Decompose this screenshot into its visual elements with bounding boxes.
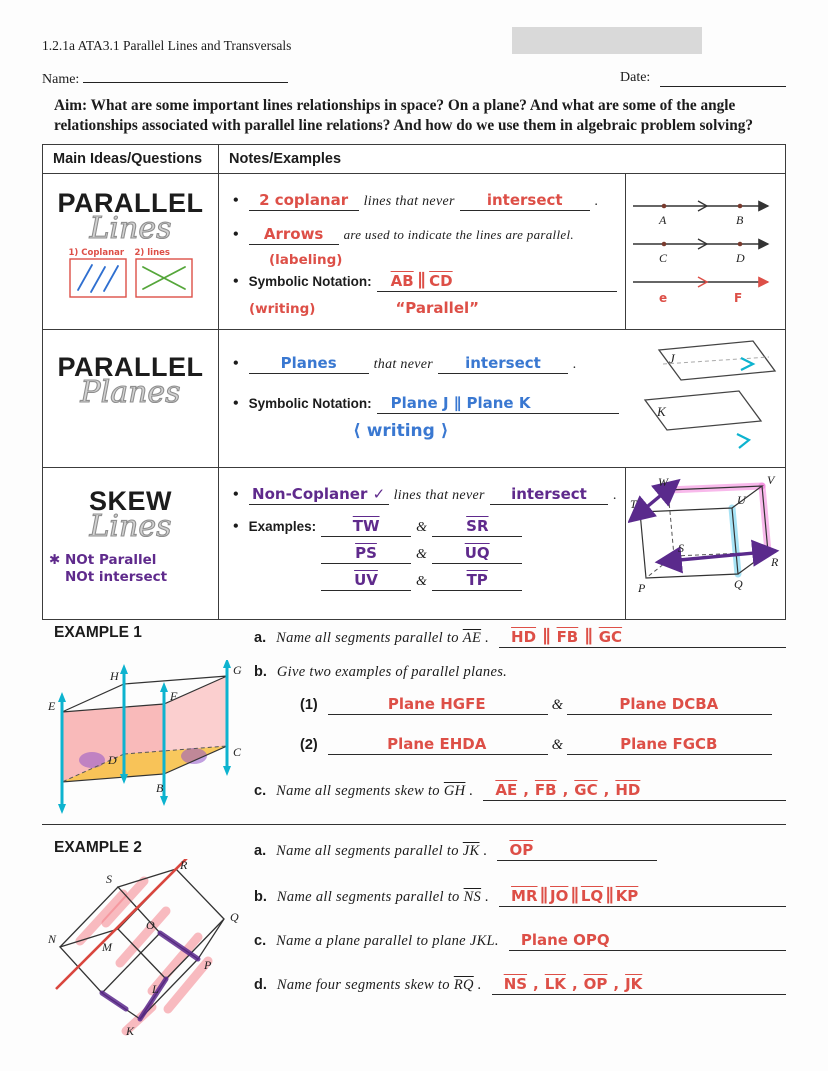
table-header-row	[43, 145, 785, 173]
line-label-D: D	[736, 251, 745, 265]
ex1-question-c	[254, 781, 786, 801]
ex1-qc-label: c.	[254, 783, 267, 799]
comma: ,	[523, 781, 529, 799]
ex2-qa-segment-JK: $\overline{JK}$	[462, 843, 480, 859]
period: .	[572, 357, 577, 372]
labeling-annotation-line	[269, 252, 617, 268]
line-label-C: C	[659, 251, 668, 265]
answer-arrows: • Arrows	[263, 225, 324, 243]
aim-statement: Aim: What are some important lines relationships in space? On a plane? And what are some of the angle relationships associated with parallel line relations? And how do we use them in algebraic problem solving?	[54, 97, 754, 134]
parallel-symbol: ∥	[570, 885, 579, 905]
ex1-answer-pair-2	[300, 735, 786, 755]
blank-planes-intersect	[438, 354, 568, 374]
skew-title: SKEW	[89, 486, 172, 516]
parallel-lines-bullet-3	[233, 270, 617, 292]
ex1-skew-answer-GC: $\overline{GC}$	[574, 781, 598, 799]
ex1-qa-prompt: Name all segments parallel to	[276, 630, 459, 646]
ex1-qc-prompt: Name all segments skew to	[276, 783, 440, 799]
answer-TW: $\overline{TW}$	[352, 517, 380, 535]
fig2-label-M: M	[102, 940, 112, 954]
skew-examples-line-3	[321, 571, 617, 591]
answer-UQ: $\overline{UQ}$	[464, 544, 490, 562]
ex1-question-b	[254, 664, 786, 681]
writing-annotation: (writing)	[249, 301, 316, 317]
date-label: Date:	[620, 70, 651, 85]
ex1-answer-FB: $\overline{FB}$	[556, 628, 579, 646]
symbolic-notation-label: • Symbolic Notation:	[248, 274, 372, 289]
parallel-lines-topic-cell	[43, 174, 219, 329]
planes-writing-annotation: ⟨ writing ⟩	[353, 421, 449, 441]
ex1-pair1-blank-2	[567, 695, 772, 715]
ex2-qc-prompt: Name a plane parallel to plane JKL.	[276, 933, 499, 949]
example1-title: EXAMPLE 1	[54, 624, 142, 641]
ex2-qb-label: b.	[254, 889, 267, 905]
ex2-answer-plane-OPQ: Plane OPQ	[520, 931, 610, 949]
cube-label-R: R	[771, 555, 779, 569]
blank-pair1b	[432, 517, 522, 537]
parallel-lines-title: PARALLEL	[57, 188, 204, 218]
ampersand: &	[416, 547, 428, 562]
period: .	[469, 783, 474, 799]
ex1-skew-answer-FB: $\overline{FB}$	[534, 781, 557, 799]
ex2-skew-answer-OP: $\overline{OP}$	[583, 975, 608, 993]
parallel-planes-script-word: Planes	[80, 375, 181, 410]
ex2-answer-MR: $\overline{MR}$	[511, 887, 538, 905]
col-header-notes: Notes/Examples	[229, 151, 342, 167]
ex1-qa-segment-AE: $\overline{AE}$	[462, 630, 482, 646]
skew-bullet1-text: lines that never	[393, 488, 485, 503]
parallel-lines-mini-diagrams	[49, 248, 212, 303]
name-label: Name:	[42, 72, 80, 87]
blank-pair3b	[432, 571, 522, 591]
ex2-qd-answer-line	[492, 975, 786, 995]
answer-seg-CD: $\overline{CD}$	[429, 272, 453, 290]
ex2-qb-prompt: Name all segments parallel to	[276, 889, 460, 905]
blank-pair2a	[321, 544, 411, 564]
plane-label-K: K	[657, 404, 666, 419]
comma: ,	[571, 975, 578, 993]
course-title: 1.2.1a ATA3.1 Parallel Lines and Transversals	[42, 38, 292, 53]
ex1-question-a	[254, 626, 786, 648]
ex2-question-d	[254, 975, 786, 995]
examples-label: • Examples:	[248, 519, 317, 534]
period: .	[485, 889, 490, 905]
planes-writing-annotation-line	[353, 421, 619, 441]
planes-bullet1-text: that never	[373, 357, 433, 372]
parallel-symbol: ∥	[542, 626, 551, 646]
example1-questions	[254, 626, 786, 801]
cube-label-Q: Q	[734, 577, 743, 591]
row-skew-lines	[43, 467, 785, 619]
name-date-row	[42, 70, 786, 88]
example1-cube	[44, 660, 249, 818]
skew-examples-line-1	[233, 517, 617, 537]
ex2-qc-answer-line	[509, 931, 786, 951]
mini-coplanar	[69, 248, 127, 303]
example2-section	[42, 833, 786, 1065]
fig2-label-L: L	[152, 982, 159, 996]
example2-questions	[254, 841, 786, 995]
ampersand: &	[551, 697, 564, 713]
answer-planes-intersect: intersect	[465, 354, 541, 372]
comma: ,	[613, 975, 620, 993]
comma: ,	[533, 975, 539, 993]
answer-UV: $\overline{UV}$	[354, 571, 378, 589]
parallel-planes-topic-cell	[43, 330, 219, 467]
blank-non-coplanar	[249, 485, 389, 505]
skew-note-not-parallel: ✱ NOt Parallel	[49, 551, 157, 568]
ex2-answer-LQ: $\overline{LQ}$	[580, 887, 604, 905]
fig2-label-N: N	[48, 932, 57, 946]
blank-pair1a	[321, 517, 411, 537]
ex2-qb-answer-line	[499, 885, 786, 907]
ex1-answer-plane-EHDA: Plane EHDA	[387, 735, 487, 753]
cube-label-W: W	[658, 475, 668, 489]
skew-examples-line-2	[321, 544, 617, 564]
bullet1-text: lines that never	[363, 194, 455, 209]
ex1-pair2-number: (2)	[300, 737, 318, 753]
line-label-F: F	[734, 291, 743, 305]
blank-coplanar	[249, 191, 359, 211]
example1-figure	[44, 660, 249, 823]
ex2-answer-OP: $\overline{OP}$	[509, 841, 534, 859]
ex2-qa-answer-line	[497, 841, 657, 861]
answer-skew-intersect: intersect	[511, 485, 587, 503]
date-blank-line	[660, 74, 786, 87]
ex2-skew-answer-NS: $\overline{NS}$	[503, 975, 528, 993]
row-parallel-lines	[43, 173, 785, 329]
fig1-label-E: E	[48, 699, 56, 713]
period: .	[485, 630, 490, 646]
ex1-answer-plane-DCBA: Plane DCBA	[619, 695, 719, 713]
fig2-label-R: R	[180, 859, 188, 872]
parallel-symbol: ∥	[605, 885, 614, 905]
fig2-label-P: P	[204, 958, 212, 972]
ex1-qb-label: b.	[254, 664, 267, 680]
cube-label-T: T	[630, 497, 637, 511]
skew-side-note	[49, 552, 212, 587]
ex1-skew-answer-AE: $\overline{AE}$	[495, 781, 518, 799]
period: .	[594, 194, 599, 209]
parallel-lines-diagram-cell	[625, 174, 785, 329]
ex1-qa-answer-line	[499, 626, 786, 648]
ampersand: &	[551, 737, 564, 753]
period: .	[477, 977, 482, 993]
ex1-qc-answer-line	[483, 781, 786, 801]
parallel-planes-bullet-1	[233, 354, 619, 374]
ex1-answer-HD: $\overline{HD}$	[511, 628, 537, 646]
fig2-label-S: S	[106, 872, 112, 886]
cube-label-U: U	[737, 493, 746, 507]
notes-table	[42, 144, 786, 620]
parallel-symbol: ∥	[539, 885, 549, 905]
bullet2-text: are used to indicate the lines are parallel.	[343, 227, 574, 242]
answer-intersect: intersect	[486, 191, 563, 209]
answer-seg-AB: $\overline{AB}$	[390, 272, 414, 290]
parallel-lines-diagram	[628, 180, 778, 318]
skew-topic-cell	[43, 468, 219, 619]
ex1-pair2-blank-1	[328, 735, 548, 755]
mini-coplanar-label: 1) Coplanar	[68, 247, 125, 258]
parallel-quote: “Parallel”	[395, 299, 480, 317]
fig1-label-C: C	[233, 745, 242, 759]
fig1-label-G: G	[233, 663, 242, 677]
crossing-lines-sketch	[135, 258, 193, 298]
ex1-answer-GC: $\overline{GC}$	[598, 628, 623, 646]
ex2-question-b	[254, 885, 786, 907]
ex2-qd-segment-RQ: $\overline{RQ}$	[453, 977, 474, 993]
example1-section	[42, 618, 786, 820]
fig1-label-B: B	[156, 781, 164, 795]
ex2-skew-answer-LK: $\overline{LK}$	[544, 975, 566, 993]
example2-figure	[48, 859, 248, 1054]
plane-label-J: J	[669, 351, 675, 366]
coplanar-lines-sketch	[69, 258, 127, 298]
cube-label-S: S	[678, 541, 684, 555]
ex2-qa-prompt: Name all segments parallel to	[276, 843, 459, 859]
ex2-skew-answer-JK: $\overline{JK}$	[625, 975, 643, 993]
ampersand: &	[416, 574, 428, 589]
answer-plane-j-parallel-plane-k: Plane J ∥ Plane K	[390, 394, 531, 412]
comma: ,	[562, 781, 569, 799]
mini-lines-label: 2) lines	[134, 247, 170, 258]
planes-symbolic-notation-label: • Symbolic Notation:	[248, 396, 372, 411]
line-label-A: A	[659, 213, 667, 227]
ex1-pair1-blank-1	[328, 695, 548, 715]
answer-2-coplanar: • 2 coplanar	[259, 191, 349, 209]
blank-arrows	[249, 225, 339, 245]
parallel-symbol: ∥	[584, 626, 593, 646]
symbolic-notation-blank	[377, 270, 617, 292]
ex1-qa-label: a.	[254, 630, 267, 646]
ex2-question-a	[254, 841, 786, 861]
fig2-label-K: K	[126, 1024, 135, 1038]
planes-symbolic-notation-blank	[377, 394, 619, 414]
mini-lines	[135, 248, 193, 303]
skew-cube-diagram	[628, 474, 780, 608]
ex1-qc-segment-GH: $\overline{GH}$	[443, 783, 466, 799]
ex2-qa-label: a.	[254, 843, 267, 859]
parallel-lines-bullet-2	[233, 225, 617, 245]
fig2-label-O: O	[146, 918, 155, 932]
answer-PS: $\overline{PS}$	[355, 544, 377, 562]
example2-prism	[48, 859, 248, 1049]
parallel-planes-title: PARALLEL	[57, 352, 204, 382]
ex1-answer-pair-1	[300, 695, 786, 715]
answer-non-coplanar: • Non-Coplaner ✓	[252, 485, 386, 503]
redacted-area	[512, 27, 702, 54]
parallel-symbol: ∥	[417, 270, 426, 290]
period: .	[483, 843, 488, 859]
ex1-skew-answer-HD: $\overline{HD}$	[615, 781, 641, 799]
parallel-planes-diagram-cell	[627, 330, 785, 467]
ex2-qd-label: d.	[254, 977, 267, 993]
section-divider	[42, 824, 786, 825]
ex2-qb-segment-NS: $\overline{NS}$	[463, 889, 482, 905]
skew-bullet-1	[233, 485, 617, 505]
period: .	[613, 488, 617, 503]
ex2-answer-KP: $\overline{KP}$	[615, 887, 639, 905]
parallel-planes-notes-cell	[219, 330, 627, 467]
comma: ,	[603, 781, 610, 799]
fig1-label-F: F	[170, 689, 178, 703]
ex1-pair1-number: (1)	[300, 697, 318, 713]
skew-diagram-cell	[625, 468, 785, 619]
line-label-B: B	[736, 213, 744, 227]
parallel-lines-bullet-1	[233, 191, 617, 211]
skew-script-word: Lines	[89, 509, 172, 544]
writing-annotation-line	[249, 299, 617, 317]
blank-pair3a	[321, 571, 411, 591]
cube-label-P: P	[638, 581, 646, 595]
blank-intersect	[460, 191, 590, 211]
ex1-qb-prompt: Give two examples of parallel planes.	[276, 664, 508, 680]
ex2-question-c	[254, 931, 786, 951]
line-label-e: e	[659, 291, 668, 305]
fig2-label-Q: Q	[230, 910, 239, 924]
answer-planes: • Planes	[280, 354, 337, 372]
answer-SR: $\overline{SR}$	[466, 517, 489, 535]
blank-skew-intersect	[490, 485, 608, 505]
ex2-answer-JO: $\overline{JO}$	[550, 887, 569, 905]
parallel-planes-bullet-2	[233, 394, 619, 414]
skew-notes-cell	[219, 468, 625, 619]
parallel-lines-script-word: Lines	[89, 211, 172, 246]
cube-label-V: V	[767, 474, 775, 487]
fig1-label-H: H	[110, 669, 119, 683]
parallel-lines-notes-cell	[219, 174, 625, 329]
labeling-annotation: (labeling)	[269, 252, 343, 268]
skew-note-not-intersect: NOt intersect	[65, 569, 168, 586]
blank-pair2b	[432, 544, 522, 564]
ex2-qd-prompt: Name four segments skew to	[276, 977, 450, 993]
ex2-qc-label: c.	[254, 933, 267, 949]
ex1-pair2-blank-2	[567, 735, 772, 755]
ampersand: &	[416, 520, 428, 535]
ex1-answer-plane-HGFE: Plane HGFE	[387, 695, 486, 713]
fig1-label-D: D	[108, 753, 117, 767]
col-header-main-ideas: Main Ideas/Questions	[43, 145, 219, 173]
blank-planes	[249, 354, 369, 374]
ex1-answer-plane-FGCB: Plane FGCB	[620, 735, 718, 753]
answer-TP: $\overline{TP}$	[466, 571, 488, 589]
example2-title: EXAMPLE 2	[54, 839, 142, 856]
name-blank-line	[83, 70, 288, 83]
parallel-planes-diagram	[629, 336, 781, 456]
row-parallel-planes	[43, 329, 785, 467]
